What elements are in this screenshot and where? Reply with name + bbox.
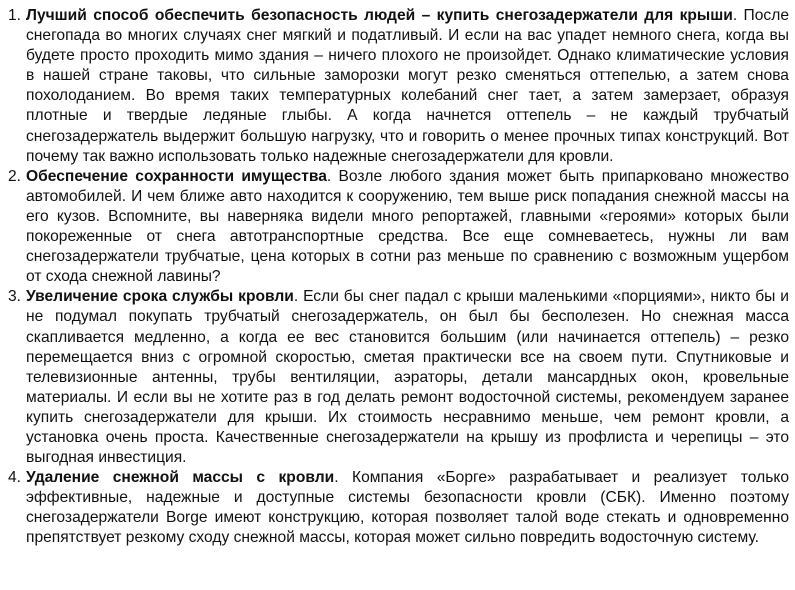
item-number: 4. bbox=[8, 469, 22, 487]
item-paragraph bbox=[26, 287, 789, 468]
list-item bbox=[8, 6, 789, 167]
list-item bbox=[8, 468, 789, 548]
item-paragraph bbox=[26, 167, 789, 288]
item-paragraph bbox=[26, 6, 789, 167]
item-body: . Компания «Борге» разрабатывает и реализует только эффективные, надежные и доступные системы безопасности кровли (СБК). Именно поэтому снегозадержатели Borge имеют конструкцию, которая позволяет талой воде стекать и одновременно препятствует резкому сходу снежной массы, которая может сильно повредить водосточную систему. bbox=[26, 469, 789, 547]
item-number: 2. bbox=[8, 167, 22, 185]
list-item bbox=[8, 287, 789, 468]
item-number: 1. bbox=[8, 7, 22, 24]
item-heading: Обеспечение сохранности имущества bbox=[26, 167, 327, 185]
item-body: . Возле любого здания может быть припарковано множество автомобилей. И чем ближе авто находится к сооружению, тем выше риск попадания снежной массы на его кузов. Вспомните, вы наверняка видели много репортажей, главными «героями» которых были покореженные от снега автотранспортные средства. Все еще сомневаетесь, нужны ли вам снегозадержатели трубчатые, цена которых в сотни раз меньше по сравнению с возможным ущербом от схода снежной лавины? bbox=[26, 167, 789, 286]
item-body: . Если бы снег падал с крыши маленькими «порциями», никто бы и не подумал покупать трубчатый снегозадержатель, он был бы бесполезен. Но снежная масса скапливается медленно, а когда ее вес становится большим (или начинается оттепель) – резко перемещается вниз с огромной скоростью, сметая практически все на своем пути. Спутниковые и телевизионные антенны, трубы вентиляции, аэраторы, детали мансардных окон, кровельные материалы. И если вы не хотите раз в год делать ремонт водосточной системы, рекомендуем заранее купить снегозадержатели для крыши. Их стоимость несравнимо меньше, чем ремонт кровли, а установка очень проста. Качественные снегозадержатели на крышу из профлиста и черепицы – это выгодная инвестиция. bbox=[26, 288, 789, 467]
list-item bbox=[8, 167, 789, 288]
item-heading: Удаление снежной массы с кровли bbox=[26, 469, 335, 487]
item-body: . После снегопада во многих случаях снег мягкий и податливый. И если на вас упадет немного снега, когда вы будете просто проходить мимо здания – ничего плохого не произойдет. Однако климатические условия в нашей стране таковы, что сильные заморозки могут резко сменяться оттепелью, а затем снова похолоданием. Во время таких температурных колебаний снег тает, а затем замерзает, образуя плотные и твердые ледяные глыбы. А когда начнется оттепель – не каждый трубчатый снегозадержатель выдержит большую нагрузку, что и говорить о менее прочных типах конструкций. Вот почему так важно использовать только надежные снегозадержатели для кровли. bbox=[26, 7, 789, 165]
item-heading: Лучший способ обеспечить безопасность людей – купить снегозадержатели для крыши bbox=[26, 7, 733, 24]
item-heading: Увеличение срока службы кровли bbox=[26, 288, 294, 306]
item-paragraph bbox=[26, 468, 789, 548]
item-number: 3. bbox=[8, 288, 22, 306]
